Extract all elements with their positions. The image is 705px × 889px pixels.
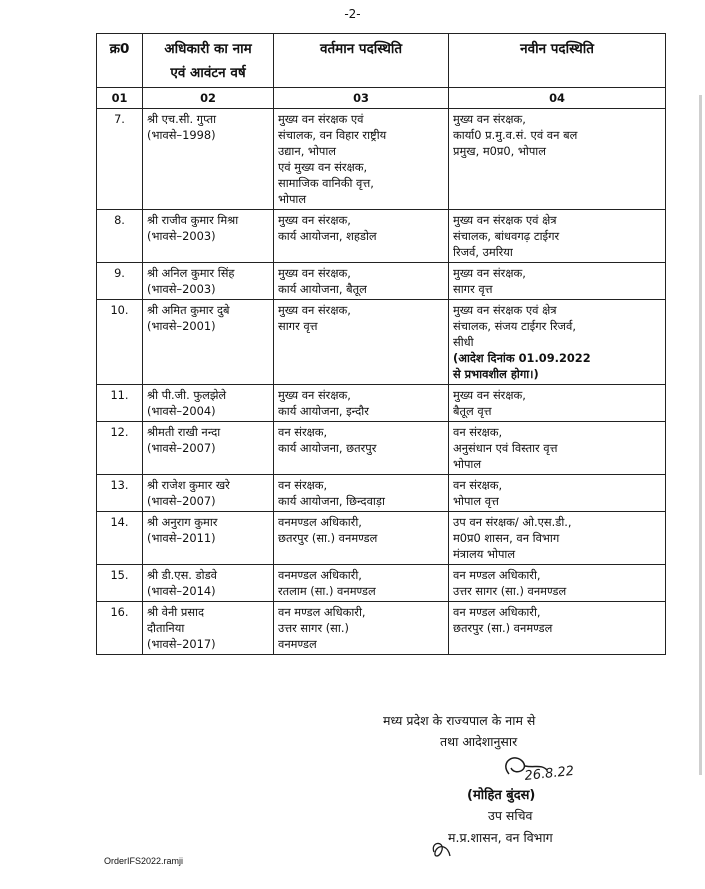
serial-number: 15.: [97, 565, 143, 602]
cell-line: श्री पी.जी. फुलझेले: [147, 388, 227, 402]
cell-line: मुख्य वन संरक्षक एवं: [278, 112, 364, 126]
cell-line: (भावसे–2007): [147, 494, 216, 508]
cell-line: मुख्य वन संरक्षक,: [278, 388, 351, 402]
cell-line: सागर वृत्त: [453, 282, 493, 296]
cell-line: मुख्य वन संरक्षक,: [453, 388, 526, 402]
new-posting-cell: [449, 475, 666, 512]
current-posting-cell: [274, 300, 449, 385]
cell-line: संचालक, संजय टाईगर रिजर्व,: [453, 319, 576, 333]
cell-line: एवं आवंटन वर्ष: [170, 65, 246, 81]
cell-line: (भावसे–2007): [147, 441, 216, 455]
cell-line: मुख्य वन संरक्षक,: [278, 303, 351, 317]
table-row: [97, 602, 666, 655]
new-posting-cell: [449, 602, 666, 655]
new-posting-cell: [449, 512, 666, 565]
cell-line: भोपाल: [278, 192, 307, 206]
cell-line: उत्तर सागर (सा.) वनमण्डल: [453, 584, 567, 598]
cell-line: मुख्य वन संरक्षक एवं क्षेत्र: [453, 213, 557, 227]
authority-line-2: तथा आदेशानुसार: [440, 734, 518, 749]
cell-line: श्री अनिल कुमार सिंह: [147, 266, 235, 280]
new-posting-cell: [449, 300, 666, 385]
column-header: [274, 34, 449, 88]
cell-line: उद्यान, भोपाल: [278, 144, 337, 158]
cell-line: (भावसे–1998): [147, 128, 216, 142]
current-posting-cell: [274, 565, 449, 602]
cell-line: से प्रभावशील होगा।): [453, 367, 539, 381]
cell-line: भोपाल वृत्त: [453, 494, 499, 508]
table-row: [97, 109, 666, 210]
cell-line: सीधी: [453, 335, 474, 349]
cell-line: (भावसे–2003): [147, 229, 216, 243]
serial-number: 14.: [97, 512, 143, 565]
column-header: [97, 34, 143, 88]
cell-line: वनमण्डल अधिकारी,: [278, 568, 362, 582]
authority-line-1: मध्य प्रदेश के राज्यपाल के नाम से: [383, 713, 536, 728]
cell-line: मुख्य वन संरक्षक,: [453, 266, 526, 280]
table-row: [97, 300, 666, 385]
cell-line: वन संरक्षक,: [453, 425, 503, 439]
cell-line: कार्य आयोजना, छतरपुर: [278, 441, 377, 455]
cell-line: कार्य आयोजना, शहडोल: [278, 229, 377, 243]
footer-filename: OrderIFS2022.ramji: [104, 856, 184, 866]
cell-line: वन संरक्षक,: [278, 478, 328, 492]
cell-line: श्री वेनी प्रसाद: [147, 605, 205, 619]
officer-name-cell: [143, 300, 274, 385]
current-posting-cell: [274, 263, 449, 300]
cell-line: कार्या0 प्र.मु.व.सं. एवं वन बल: [453, 128, 578, 142]
serial-number: 8.: [97, 210, 143, 263]
cell-line: वन मण्डल अधिकारी,: [453, 605, 541, 619]
cell-line: सागर वृत्त: [278, 319, 318, 333]
current-posting-cell: [274, 109, 449, 210]
cell-line: (भावसे–2017): [147, 637, 216, 651]
column-number: 01: [97, 88, 143, 109]
new-posting-cell: [449, 210, 666, 263]
cell-line: मुख्य वन संरक्षक,: [278, 213, 351, 227]
new-posting-cell: [449, 263, 666, 300]
table-row: [97, 422, 666, 475]
column-number: 04: [449, 88, 666, 109]
table-row: [97, 210, 666, 263]
cell-line: श्री राजेश कुमार खरे: [147, 478, 230, 492]
cell-line: वन मण्डल अधिकारी,: [278, 605, 366, 619]
cell-line: एवं मुख्य वन संरक्षक,: [278, 160, 368, 174]
new-posting-cell: [449, 109, 666, 210]
column-number: 03: [274, 88, 449, 109]
table-row: [97, 263, 666, 300]
cell-line: मंत्रालय भोपाल: [453, 547, 516, 561]
initials-mark: [428, 838, 454, 862]
cell-line: श्री राजीव कुमार मिश्रा: [147, 213, 239, 227]
cell-line: वर्तमान पदस्थिति: [319, 41, 403, 57]
serial-number: 9.: [97, 263, 143, 300]
officer-name-cell: [143, 422, 274, 475]
signatory-designation: उप सचिव: [488, 808, 533, 823]
column-number-row: [97, 88, 666, 109]
cell-line: नवीन पदस्थिति: [520, 41, 594, 57]
serial-number: 16.: [97, 602, 143, 655]
cell-line: सामाजिक वानिकी वृत्त,: [278, 176, 374, 190]
cell-line: श्रीमती राखी नन्दा: [147, 425, 221, 439]
officer-name-cell: [143, 263, 274, 300]
column-header: [449, 34, 666, 88]
new-posting-cell: [449, 565, 666, 602]
serial-number: 11.: [97, 385, 143, 422]
officer-name-cell: [143, 385, 274, 422]
cell-line: वन संरक्षक,: [453, 478, 503, 492]
new-posting-cell: [449, 385, 666, 422]
current-posting-cell: [274, 210, 449, 263]
officer-name-cell: [143, 210, 274, 263]
officer-name-cell: [143, 475, 274, 512]
cell-line: श्री डी.एस. डोडवे: [147, 568, 218, 582]
cell-line: श्री अमित कुमार दुबे: [147, 303, 230, 317]
officer-name-cell: [143, 109, 274, 210]
cell-line: वन मण्डल अधिकारी,: [453, 568, 541, 582]
cell-line: उत्तर सागर (सा.): [278, 621, 349, 635]
column-header: [143, 34, 274, 88]
handwritten-signature: [495, 748, 605, 788]
current-posting-cell: [274, 512, 449, 565]
current-posting-cell: [274, 475, 449, 512]
cell-line: रिजर्व, उमरिया: [453, 245, 513, 259]
table-row: [97, 385, 666, 422]
cell-line: कार्य आयोजना, बैतूल: [278, 282, 367, 296]
cell-line: (आदेश दिनांक 01.09.2022: [453, 351, 591, 365]
transfer-table: [96, 33, 666, 655]
officer-name-cell: [143, 602, 274, 655]
cell-line: दौतानिया: [147, 621, 185, 635]
serial-number: 7.: [97, 109, 143, 210]
cell-line: रतलाम (सा.) वनमण्डल: [278, 584, 376, 598]
current-posting-cell: [274, 602, 449, 655]
cell-line: मुख्य वन संरक्षक,: [278, 266, 351, 280]
column-number: 02: [143, 88, 274, 109]
cell-line: श्री एच.सी. गुप्ता: [147, 112, 217, 126]
cell-line: कार्य आयोजना, छिन्दवाड़ा: [278, 494, 385, 508]
cell-line: वनमण्डल: [278, 637, 317, 651]
cell-line: (भावसे–2001): [147, 319, 216, 333]
officer-name-cell: [143, 512, 274, 565]
new-posting-cell: [449, 422, 666, 475]
cell-line: (भावसे–2014): [147, 584, 216, 598]
signatory-name: (मोहित बुंदस): [467, 788, 536, 803]
cell-line: बैतूल वृत्त: [453, 404, 492, 418]
serial-number: 13.: [97, 475, 143, 512]
cell-line: क्र0: [109, 41, 130, 57]
cell-line: अनुसंधान एवं विस्तार वृत्त: [453, 441, 558, 455]
cell-line: वनमण्डल अधिकारी,: [278, 515, 362, 529]
cell-line: म0प्र0 शासन, वन विभाग: [453, 531, 560, 545]
cell-line: वन संरक्षक,: [278, 425, 328, 439]
cell-line: छतरपुर (सा.) वनमण्डल: [278, 531, 378, 545]
cell-line: श्री अनुराग कुमार: [147, 515, 218, 529]
cell-line: मुख्य वन संरक्षक,: [453, 112, 526, 126]
signature-date: 26.8.22: [523, 763, 575, 784]
page-number: -2-: [344, 7, 361, 21]
cell-line: भोपाल: [453, 457, 482, 471]
table-body: [97, 109, 666, 655]
officer-name-cell: [143, 565, 274, 602]
cell-line: अधिकारी का नाम: [164, 41, 252, 57]
cell-line: (भावसे–2011): [147, 531, 216, 545]
cell-line: प्रमुख, म0प्र0, भोपाल: [453, 144, 546, 158]
cell-line: उप वन संरक्षक/ ओ.एस.डी.,: [453, 515, 572, 529]
table-row: [97, 512, 666, 565]
table-row: [97, 565, 666, 602]
cell-line: (भावसे–2003): [147, 282, 216, 296]
scan-edge-shadow: [699, 95, 702, 775]
current-posting-cell: [274, 422, 449, 475]
cell-line: मुख्य वन संरक्षक एवं क्षेत्र: [453, 303, 557, 317]
serial-number: 12.: [97, 422, 143, 475]
cell-line: कार्य आयोजना, इन्दौर: [278, 404, 369, 418]
table-header-row: [97, 34, 666, 88]
cell-line: (भावसे–2004): [147, 404, 216, 418]
cell-line: संचालक, वन विहार राष्ट्रीय: [278, 128, 387, 142]
cell-line: संचालक, बांधवगढ़ टाईगर: [453, 229, 560, 243]
current-posting-cell: [274, 385, 449, 422]
table-row: [97, 475, 666, 512]
serial-number: 10.: [97, 300, 143, 385]
cell-line: छतरपुर (सा.) वनमण्डल: [453, 621, 553, 635]
signatory-department: म.प्र.शासन, वन विभाग: [448, 830, 553, 845]
